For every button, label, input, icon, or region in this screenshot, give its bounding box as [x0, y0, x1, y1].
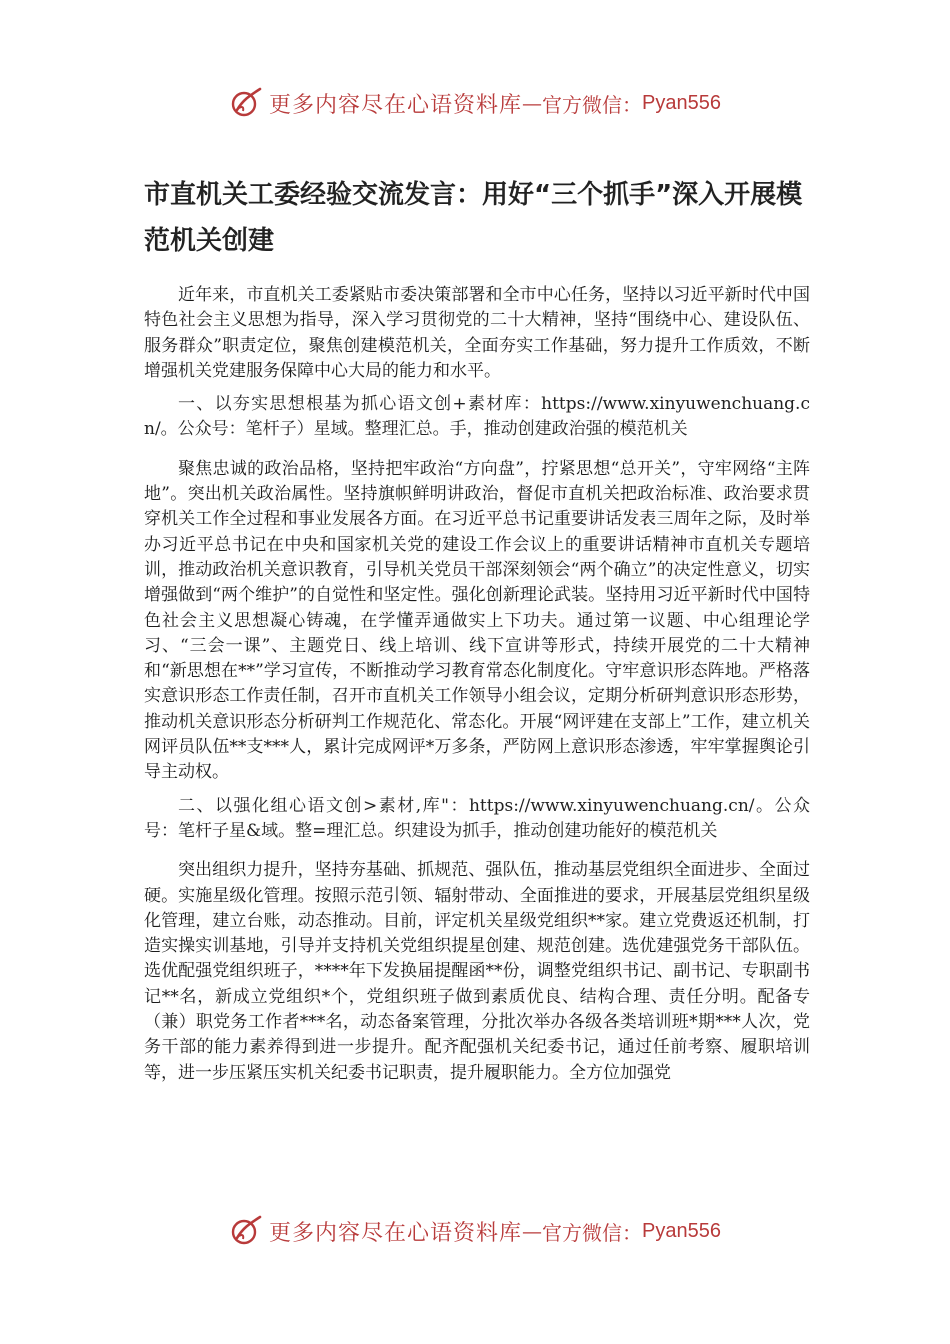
banner-wechat-id: Pyan556: [642, 91, 721, 114]
footer-banner: [0, 1208, 950, 1254]
section-heading-1: 一、以夯实思想根基为抓心语文创+素材库：https://www.xinyuwenchuang.cn/。公众号：笔杆子）星域。整理汇总。手，推动创建政治强的模范机关: [144, 394, 810, 440]
document-title: 市直机关工委经验交流发言：用好“三个抓手”深入开展模范机关创建: [144, 180, 803, 256]
paragraph-section-1: 聚焦忠诚的政治品格，坚持把牢政治“方向盘”，拧紧思想“总开关”，守牢网络“主阵地”。突出机关政治属性。坚持旗帜鲜明讲政治，督促市直机关把政治标准、政治要求贯穿机关工作全过程和事业发展各方面。在习近平总书记重要讲话发表三周年之际，及时举办习近平总书记在中央和国家机关党的建设工作会议上的重要讲话精神市直机关专题培训，推动政治机关意识教育，引导机关党员干部深刻领会“两个确立”的决定性意义，切实增强做到“两个维护”的自觉性和坚定性。强化创新理论武装。坚持用习近平新时代中国特色社会主义思想凝心铸魂，在学懂弄通做实上下功夫。通过第一议题、中心组理论学习、“三会一课”、主题党日、线上培训、线下宣讲等形式，持续开展党的二十大精神和“新思想在**”学习宣传，不断推动学习教育常态化制度化。守牢意识形态阵地。严格落实意识形态工作责任制，召开市直机关工作领导小组会议，定期分析研判意识形态形势，推动机关意识形态分析研判工作规范化、常态化。开展“网评建在支部上”工作，建立机关网评员队伍**支***人，累计完成网评*万多条，严防网上意识形态渗透，牢牢掌握舆论引导主动权。: [144, 458, 810, 783]
banner-label: 官方微信：: [542, 92, 643, 117]
banner-wechat-id: Pyan556: [642, 1219, 721, 1242]
banner-separator: —: [522, 1219, 543, 1243]
banner-text: 更多内容尽在心语资料库: [269, 1220, 523, 1246]
banner-separator: —: [522, 91, 543, 115]
banner-label: 官方微信：: [542, 1220, 643, 1245]
header-banner: [0, 80, 950, 126]
banner-text: 更多内容尽在心语资料库: [269, 92, 523, 118]
brush-logo-icon: [229, 1214, 263, 1248]
document-body: [144, 283, 810, 1086]
brush-logo-icon: [229, 86, 263, 120]
paragraph-section-2: 突出组织力提升，坚持夯基础、抓规范、强队伍，推动基层党组织全面进步、全面过硬。实施星级化管理。按照示范引领、辐射带动、全面推进的要求，开展基层党组织星级化管理，建立台账，动态推动。目前，评定机关星级党组织**家。建立党费返还机制，打造实操实训基地，引导并支持机关党组织提星创建、规范创建。选优建强党务干部队伍。选优配强党组织班子，****年下发换届提醒函**份，调整党组织书记、副书记、专职副书记**名，新成立党组织*个，党组织班子做到素质优良、结构合理、责任分明。配备专（兼）职党务工作者***名，动态备案管理，分批次举办各级各类培训班*期***人次，党务干部的能力素养得到进一步提升。配齐配强机关纪委书记，通过任前考察、履职培训等，进一步压紧压实机关纪委书记职责，提升履职能力。全方位加强党: [144, 860, 810, 1083]
section-heading-2: 二、以强化组心语文创>素材,库"：https://www.xinyuwenchuang.cn/。公众号：笔杆子星&域。整=理汇总。织建设为抓手，推动创建功能好的模范机关: [144, 795, 810, 841]
paragraph-intro: 近年来，市直机关工委紧贴市委决策部署和全市中心任务，坚持以习近平新时代中国特色社会主义思想为指导，深入学习贯彻党的二十大精神，坚持“围绕中心、建设队伍、服务群众”职责定位，聚焦创建模范机关，全面夯实工作基础，努力提升工作质效，不断增强机关党建服务保障中心大局的能力和水平。: [144, 285, 810, 381]
